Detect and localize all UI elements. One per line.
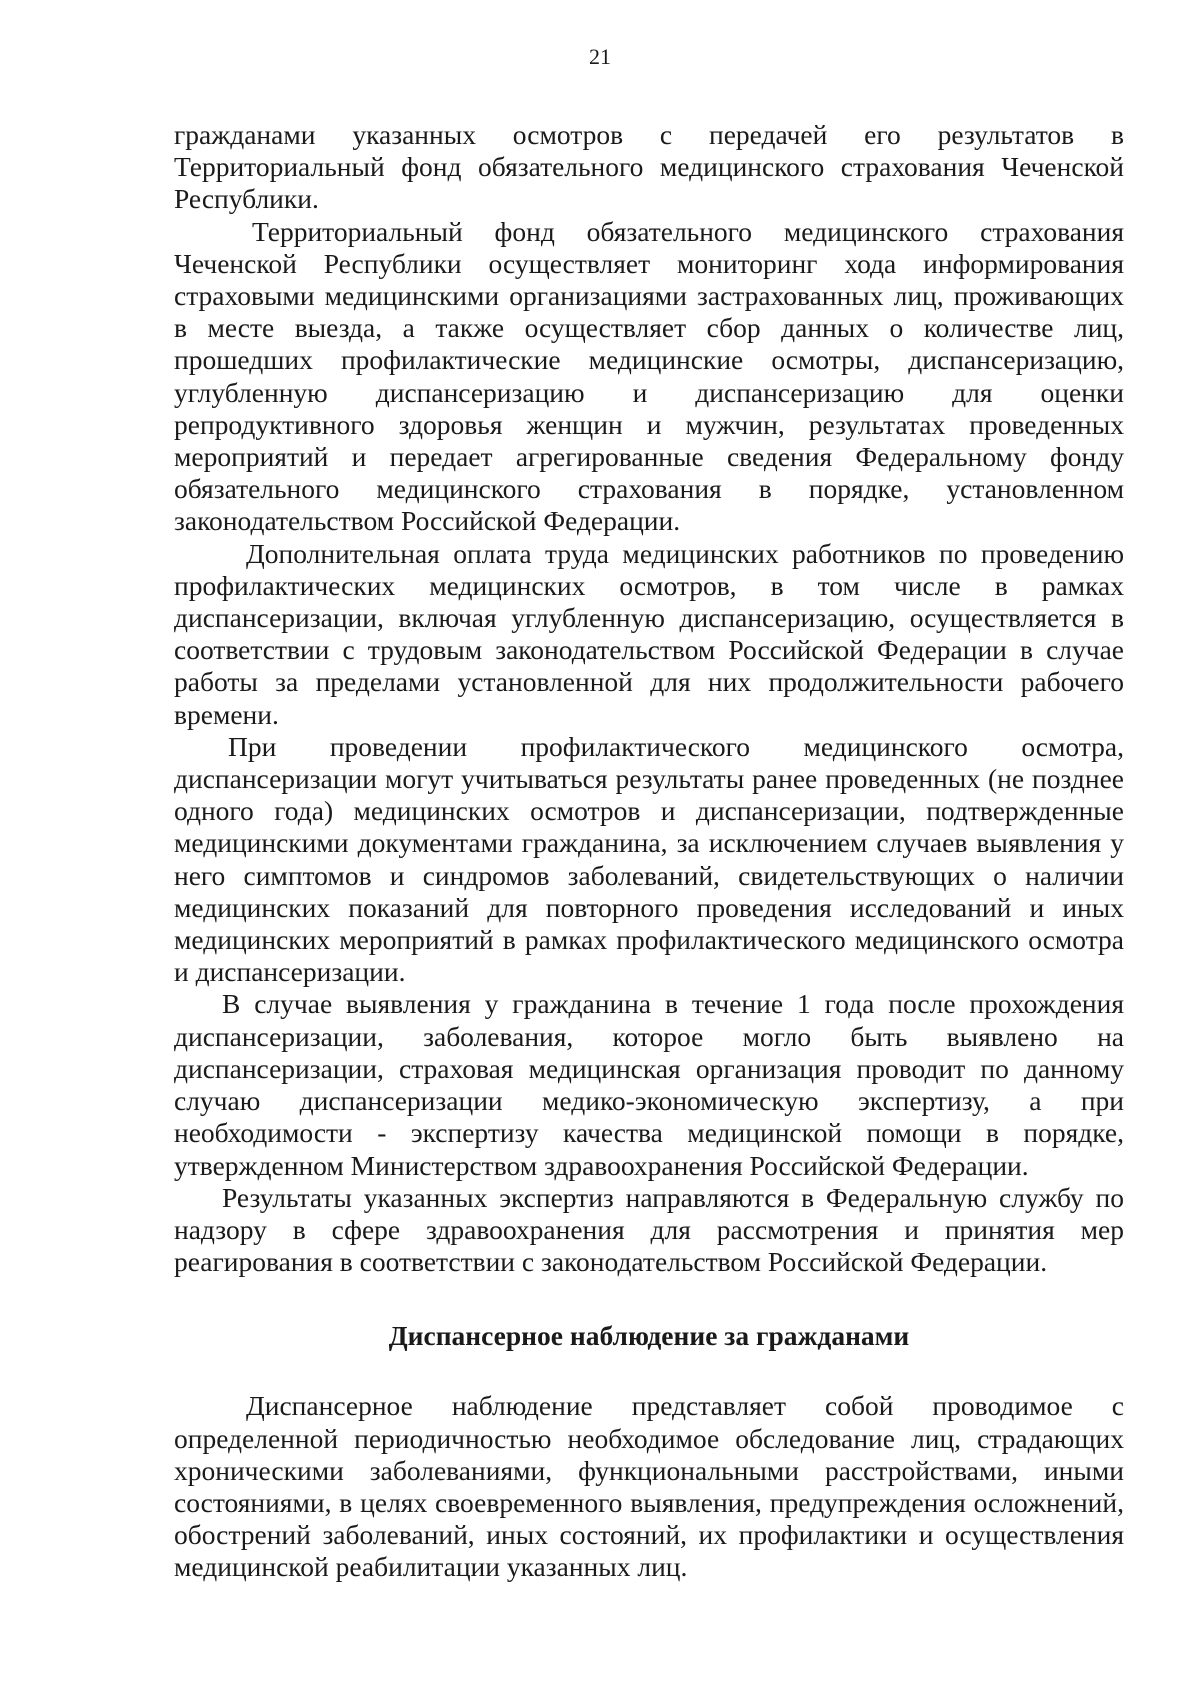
paragraph-previous-results: При проведении профилактического медицинского осмотра, диспансеризации могут учитываться результаты ранее проведенных (не позднее одного года) медицинских осмотров и диспансеризации, подтвержденные медицинскими документами гражданина, за исключением случаев выявления у него симптомов и синдромов заболеваний, свидетельствующих о наличии медицинских показаний для повторного проведения исследований и иных медицинских мероприятий в рамках профилактического медицинского осмотра и диспансеризации.: [174, 730, 1124, 988]
paragraph-additional-payment: Дополнительная оплата труда медицинских работников по проведению профилактических медицинских осмотров, в том числе в рамках диспансеризации, включая углубленную диспансеризацию, осуществляется в соответствии с трудовым законодательством Российской Федерации в случае работы за пределами установленной для них продолжительности рабочего времени.: [174, 537, 1124, 730]
paragraph-expertise-results: Результаты указанных экспертиз направляются в Федеральную службу по надзору в сфере здравоохранения для рассмотрения и принятия мер реагирования в соответствии с законодательством Российской Федерации.: [174, 1181, 1124, 1278]
section-heading: Диспансерное наблюдение за гражданами: [388, 1320, 910, 1352]
page-content: [174, 119, 1124, 1584]
page-number: 21: [589, 44, 611, 69]
paragraph-territorial-fund: Территориальный фонд обязательного медицинского страхования Чеченской Республики осуществляет мониторинг хода информирования страховыми медицинскими организациями застрахованных лиц, проживающих в месте выезда, а также осуществляет сбор данных о количестве лиц, прошедших профилактические медицинские осмотры, диспансеризацию, углубленную диспансеризацию и диспансеризацию для оценки репродуктивного здоровья женщин и мужчин, результатах проведенных мероприятий и передает агрегированные сведения Федеральному фонду обязательного медицинского страхования в порядке, установленном законодательством Российской Федерации.: [174, 215, 1124, 537]
paragraph-disease-detection: В случае выявления у гражданина в течение 1 года после прохождения диспансеризации, заболевания, которое могло быть выявлено на диспансеризации, страховая медицинская организация проводит по данному случаю диспансеризации медико-экономическую экспертизу, а при необходимости - экспертизу качества медицинской помощи в порядке, утвержденном Министерством здравоохранения Российской Федерации.: [174, 988, 1124, 1181]
paragraph-dispensary-observation: Диспансерное наблюдение представляет собой проводимое с определенной периодичностью необходимое обследование лиц, страдающих хроническими заболеваниями, функциональными расстройствами, иными состояниями, в целях своевременного выявления, предупреждения осложнений, обострений заболеваний, иных состояний, их профилактики и осуществления медицинской реабилитации указанных лиц.: [174, 1390, 1124, 1583]
paragraph-continuation: гражданами указанных осмотров с передачей его результатов в Территориальный фонд обязательного медицинского страхования Чеченской Республики.: [174, 119, 1124, 215]
